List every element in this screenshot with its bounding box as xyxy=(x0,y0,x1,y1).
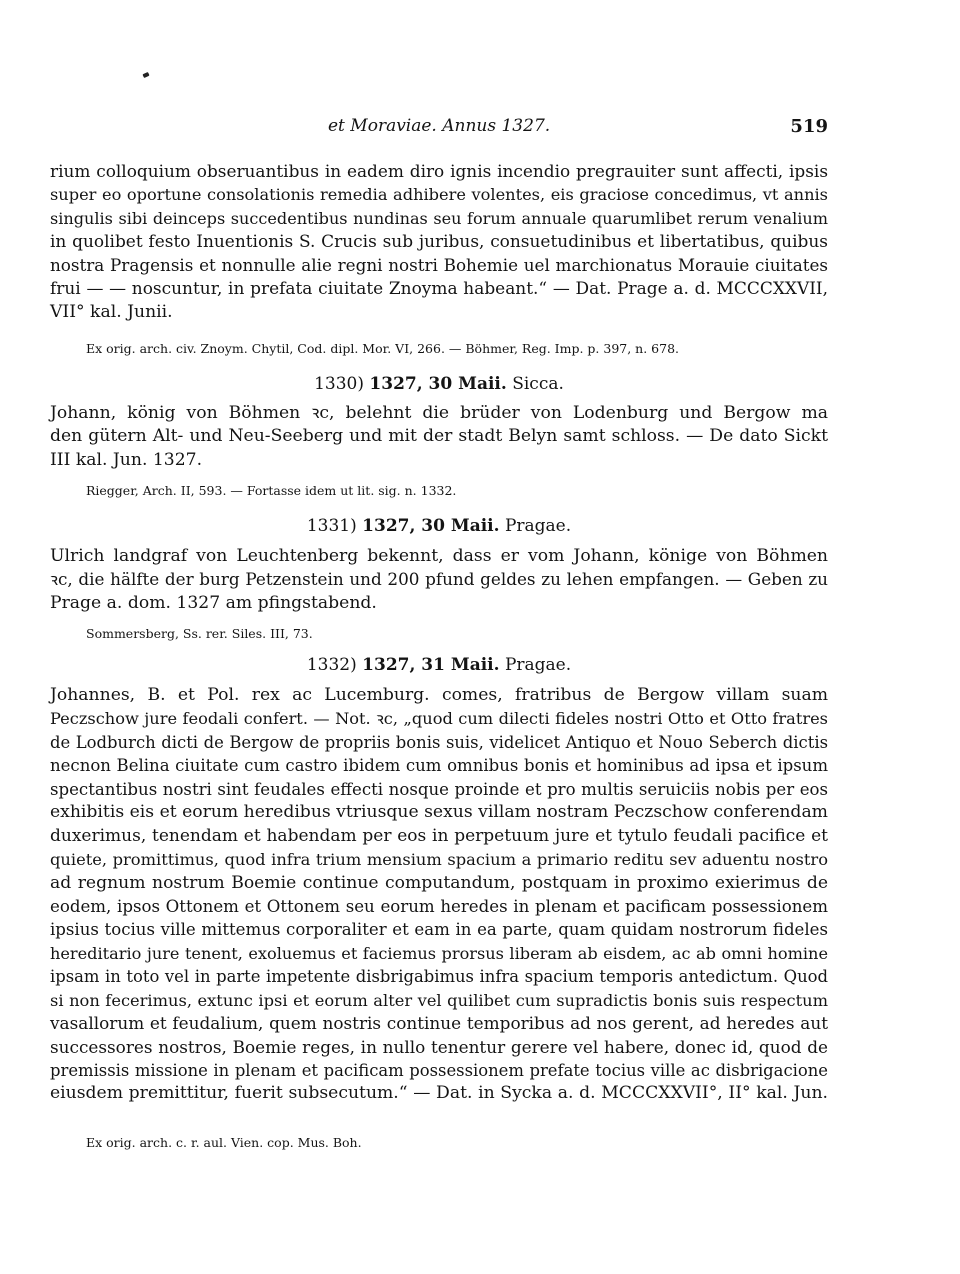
text-line: super eo oportune consolationis remedia adhibere volentes, eis graciose concedimus, vt annis xyxy=(50,185,828,205)
text-line: III kal. Jun. 1327. xyxy=(50,449,203,470)
text-line: Peczschow jure feodali confert. — Not. ꝛc, „quod cum dilecti fideles nostri Otto et Otto fratres xyxy=(50,709,828,729)
text-line: quiete, promittimus, quod infra trium mensium spacium a primario reditu sev aduentu nostro xyxy=(50,850,828,870)
text-line: hereditario jure tenent, exoluemus et faciemus prorsus liberam ab eisdem, ac ab omni homine xyxy=(50,943,828,963)
entry-date: 1327, 30 Maii. xyxy=(362,516,500,536)
entry-place: Pragae. xyxy=(504,655,572,675)
text-line: ad regnum nostrum Boemie continue computandum, postquam in proximo exierimus de xyxy=(50,872,828,893)
text-line: eodem, ipsos Ottonem et Ottonem seu eorum heredes in plenam et pacificam possessionem xyxy=(50,896,828,916)
text-line: rium colloquium obseruantibus in eadem diro ignis incendio pregrauiter sunt affecti, ipsis xyxy=(50,161,828,181)
text-line: Johann, könig von Böhmen ꝛc, belehnt die brüder von Lodenburg und Bergow ma xyxy=(50,403,828,423)
entry-date: 1327, 31 Maii. xyxy=(362,655,500,675)
text-line: VII° kal. Junii. xyxy=(50,301,173,322)
text-line: successores nostros, Boemie reges, in nullo tenentur gerere vel habere, donec id, quod de xyxy=(50,1036,828,1057)
text-line: Johannes, B. et Pol. rex ac Lucemburg. comes, fratribus de Bergow villam suam xyxy=(50,685,828,705)
source-citation: Riegger, Arch. II, 593. — Fortasse idem ut lit. sig. n. 1332. xyxy=(86,483,457,498)
entry-text-1332 xyxy=(50,684,828,1106)
text-line: premissis missione in plenam et pacificam possessionem prefate tocius ville ac disbrigacione xyxy=(50,1061,828,1080)
text-line: duxerimus, tenendam et habendam per eos in perpetuum jure et tytulo feudali pacifice et xyxy=(50,825,828,846)
text-line: den gütern Alt- und Neu-Seeberg und mit der stadt Belyn samt schloss. — De dato Sickt xyxy=(50,426,828,447)
entry-heading-1331 xyxy=(50,514,828,538)
running-title: et Moraviae. Annus 1327. xyxy=(328,116,551,136)
source-citation: Ex orig. arch. civ. Znoym. Chytil, Cod. dipl. Mor. VI, 266. — Böhmer, Reg. Imp. p. 397, n. 678. xyxy=(86,341,679,356)
text-line: de Lodburch dicti de Bergow de propriis bonis suis, videlicet Antiquo et Nouo Seberch dictis xyxy=(50,732,828,752)
text-line: exhibitis eis et eorum heredibus vtriusque sexus villam nostram Peczschow conferendam xyxy=(50,802,828,823)
text-line: necnon Belina ciuitate cum castro ibidem cum omnibus bonis et hominibus ad ipsa et ipsum xyxy=(50,756,828,776)
continued-text xyxy=(50,160,828,324)
text-line: ipsius tocius ville mittemus corporaliter et eam in ea parte, quam quidam nostrorum fideles xyxy=(50,920,828,940)
stray-ink-mark xyxy=(142,72,149,78)
text-line: vasallorum et feudalium, quem nostris continue temporibus ad nos gerent, ad heredes aut xyxy=(50,1013,828,1034)
text-line: eiusdem premittitur, fuerit subsecutum.“ — Dat. in Sycka a. d. MCCCXXVII°, II° kal. Jun. xyxy=(50,1083,828,1104)
entry-number: 1332) xyxy=(306,655,357,675)
text-line: ꝛc, die hälfte der burg Petzenstein und 200 pfund geldes zu lehen empfangen. — Geben zu xyxy=(50,569,828,590)
text-line: Prage a. dom. 1327 am pfingstabend. xyxy=(50,592,377,613)
entry-text-1331 xyxy=(50,545,828,615)
text-line: si non fecerimus, extunc ipsi et eorum alter vel quilibet cum supradictis bonis suis respectum xyxy=(50,990,828,1010)
text-line: Ulrich landgraf von Leuchtenberg bekennt, dass er vom Johann, könige von Böhmen xyxy=(50,546,828,566)
entry-text-1330 xyxy=(50,402,828,472)
entry-heading-1332 xyxy=(50,653,828,677)
text-line: in quolibet festo Inuentionis S. Crucis sub juribus, consuetudinibus et libertatibus, quibus xyxy=(50,231,828,252)
text-line: spectantibus nostri sint feudales effecti nosque proinde et pro multis seruiciis nobis per eos xyxy=(50,779,828,799)
entry-number: 1331) xyxy=(306,516,357,536)
source-citation: Ex orig. arch. c. r. aul. Vien. cop. Mus. Boh. xyxy=(86,1135,362,1150)
text-line: singulis sibi deinceps succedentibus nundinas seu forum annuale quarumlibet rerum venalium xyxy=(50,208,828,228)
entry-place: Sicca. xyxy=(512,374,564,394)
entry-heading-1330 xyxy=(50,372,828,396)
text-line: ipsam in toto vel in parte impetente disbrigabimus infra spacium temporis antedictum. Quod xyxy=(50,967,828,987)
source-citation: Sommersberg, Ss. rer. Siles. III, 73. xyxy=(86,626,313,641)
page-header xyxy=(50,116,828,142)
entry-date: 1327, 30 Maii. xyxy=(369,374,507,394)
entry-number: 1330) xyxy=(314,374,364,394)
text-line: nostra Pragensis et nonnulle alie regni nostri Bohemie uel marchionatus Morauie ciuitates xyxy=(50,254,828,275)
page-number: 519 xyxy=(790,116,828,137)
entry-place: Pragae. xyxy=(504,516,572,536)
text-line: frui — — noscuntur, in prefata ciuitate Znoyma habeant.“ — Dat. Prage a. d. MCCCXXVII, xyxy=(50,278,828,299)
